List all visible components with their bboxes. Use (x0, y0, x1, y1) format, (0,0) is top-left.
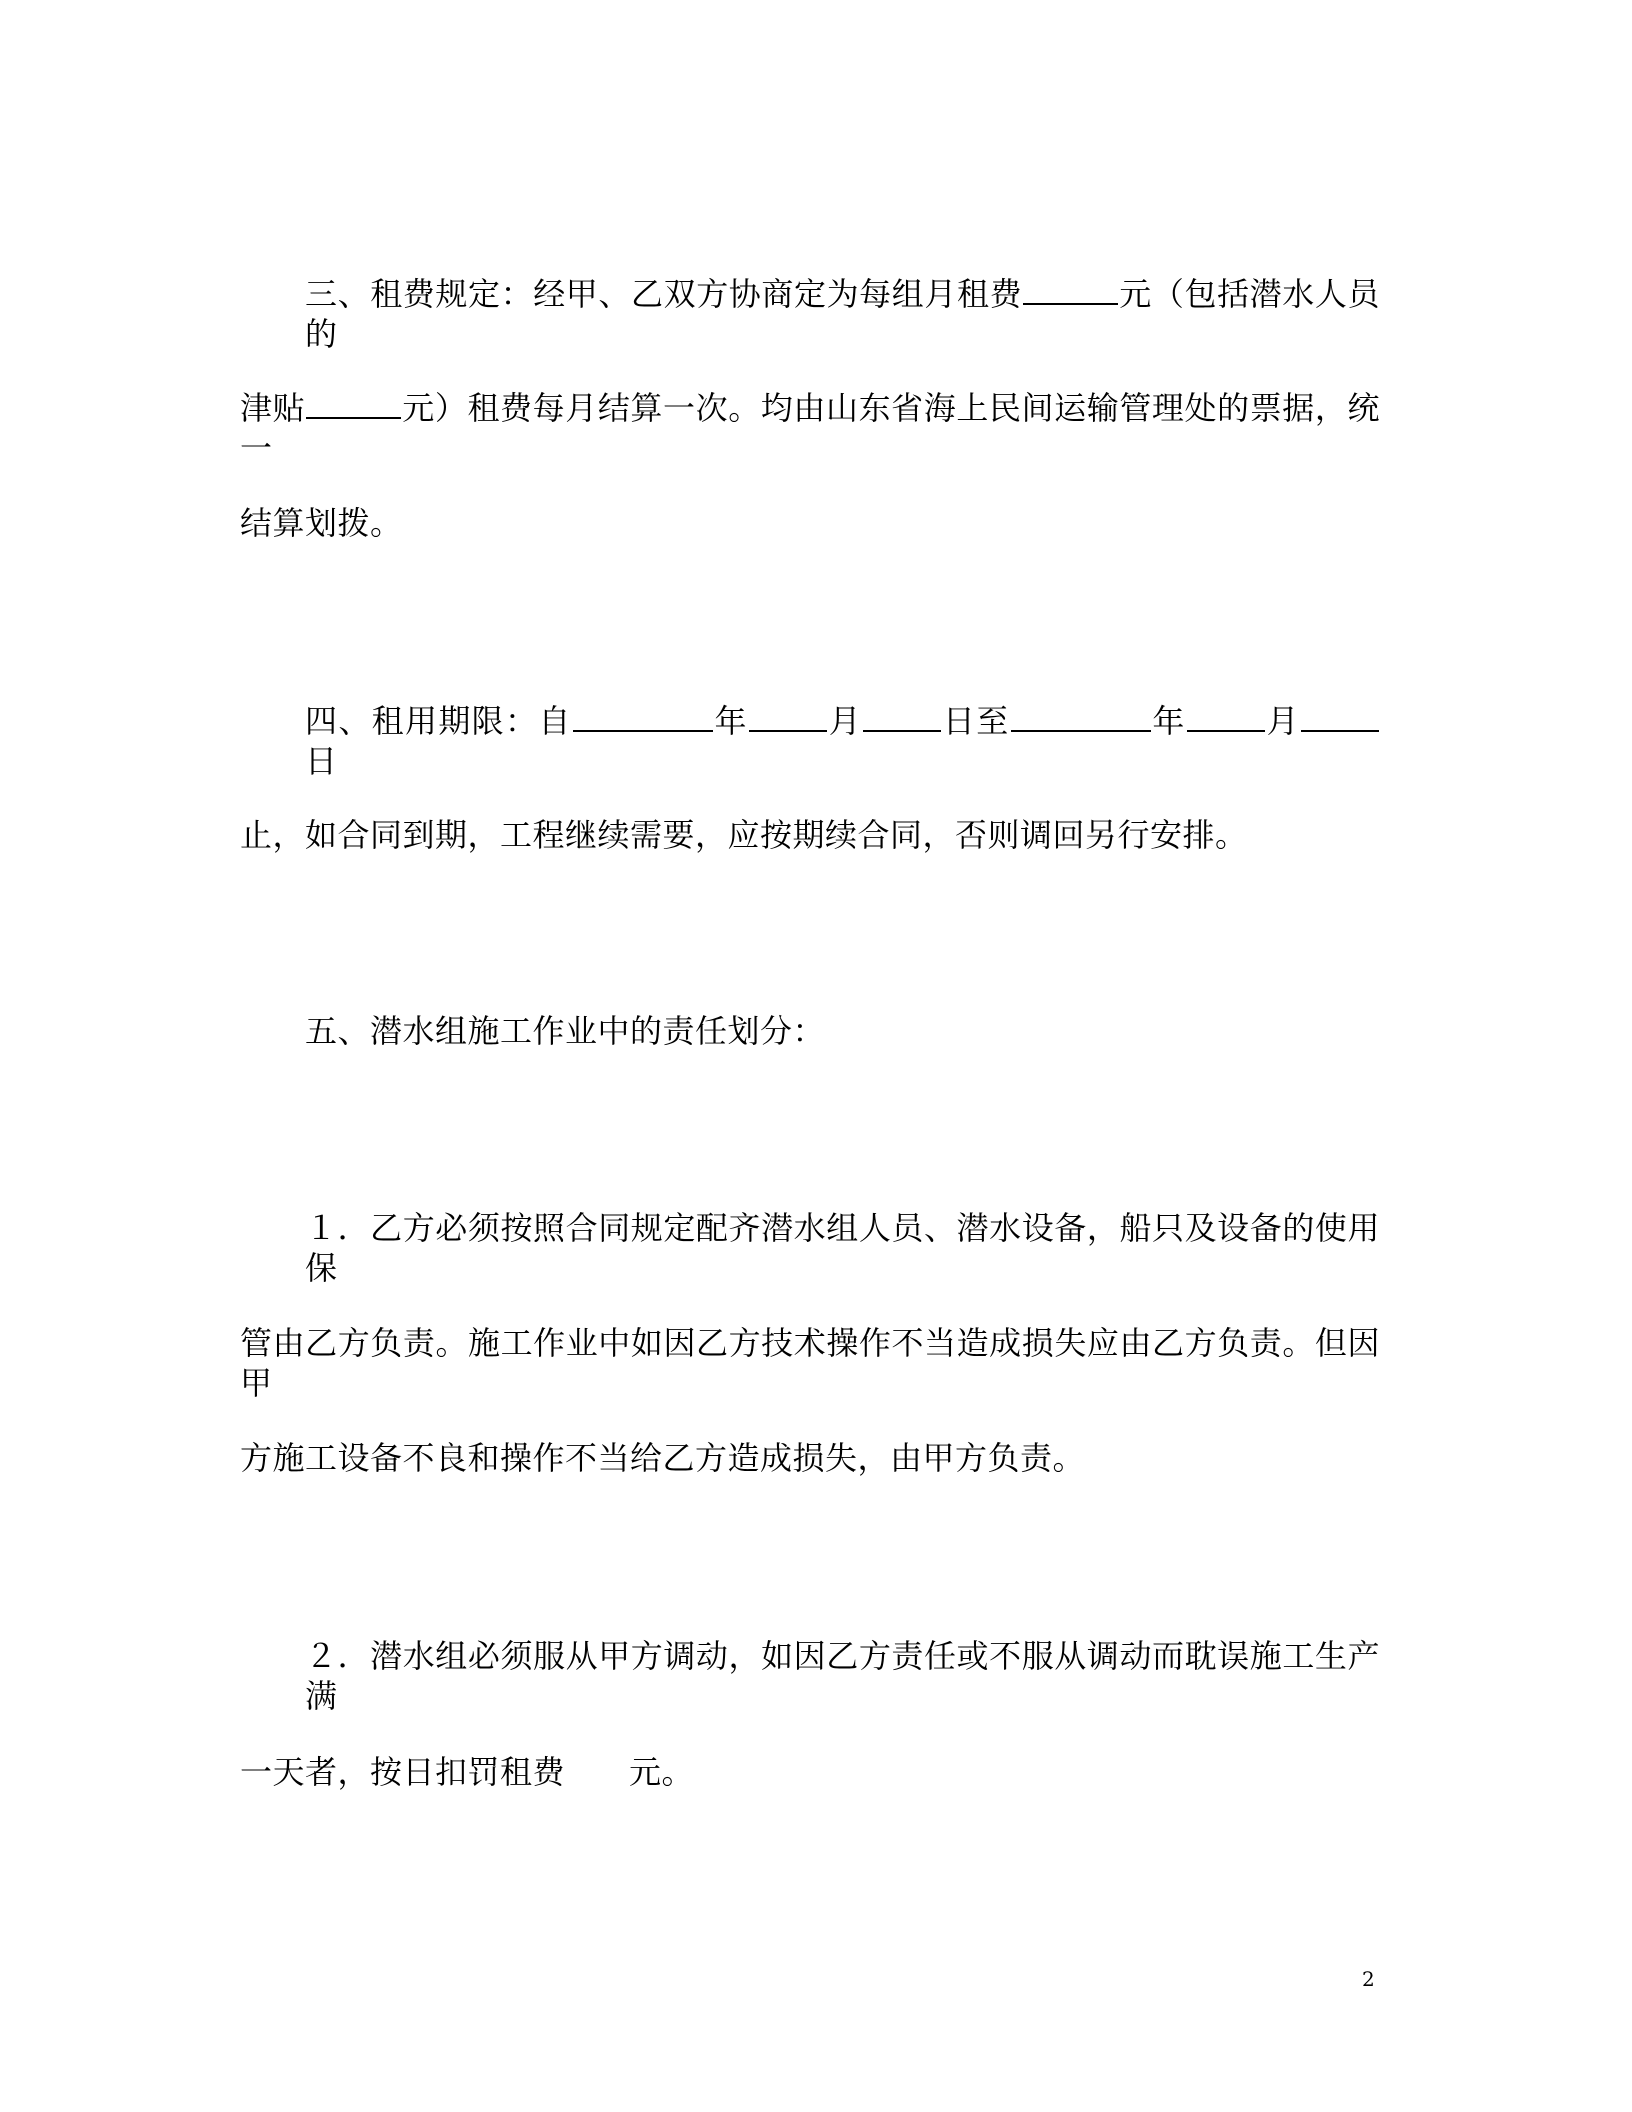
end-month-blank (1187, 700, 1265, 732)
section3-line3: 结算划拨。 (240, 504, 403, 542)
section5-item1-line1: １．乙方必须按照合同规定配齐潜水组人员、潜水设备，船只及设备的使用保 (305, 1209, 1380, 1287)
section3-line2-text-b: 元）租费每月结算一次。均由山东省海上民间运输管理处的票据，统一 (240, 389, 1380, 467)
section3-line1-text-a: 三、租费规定：经甲、乙双方协商定为每组月租费 (305, 275, 1023, 313)
start-month-label: 月 (827, 702, 863, 740)
rent-amount-blank (1023, 273, 1118, 305)
section4-line1 (305, 700, 1380, 781)
start-day-blank (863, 700, 941, 732)
section5-item2-line2 (240, 1752, 1380, 1792)
start-day-to-label: 日至 (942, 702, 1010, 740)
start-year-blank (573, 700, 713, 732)
page-number: 2 (1362, 1967, 1375, 1991)
section3-line1 (305, 273, 1380, 354)
section5-item2-line2-text-b: 元。 (629, 1753, 695, 1791)
section3-line1-text-b: 元（包括潜水人员的 (305, 275, 1380, 353)
section3-line2 (240, 387, 1380, 468)
section4-start-label: 四、租用期限：自 (305, 702, 572, 740)
end-year-label: 年 (1151, 702, 1186, 740)
section3-line2-text-a: 津贴 (240, 389, 306, 427)
section5-item2-line2-text-a: 一天者，按日扣罚租费 (240, 1753, 566, 1791)
start-year-label: 年 (713, 702, 748, 740)
start-month-blank (749, 700, 827, 732)
section5-item1-line2: 管由乙方负责。施工作业中如因乙方技术操作不当造成损失应由乙方负责。但因甲 (240, 1324, 1380, 1402)
section4-line2: 止，如合同到期，工程继续需要，应按期续合同，否则调回另行安排。 (240, 816, 1248, 854)
end-day-blank (1301, 700, 1379, 732)
end-year-blank (1011, 700, 1151, 732)
section5-heading: 五、潜水组施工作业中的责任划分： (305, 1012, 826, 1050)
section5-item2-line1: ２．潜水组必须服从甲方调动，如因乙方责任或不服从调动而耽误施工生产满 (305, 1637, 1380, 1715)
end-day-label: 日 (305, 742, 338, 780)
end-month-label: 月 (1265, 702, 1300, 740)
allowance-amount-blank (306, 387, 401, 419)
section5-item1-line3: 方施工设备不良和操作不当给乙方造成损失，由甲方负责。 (240, 1439, 1086, 1477)
